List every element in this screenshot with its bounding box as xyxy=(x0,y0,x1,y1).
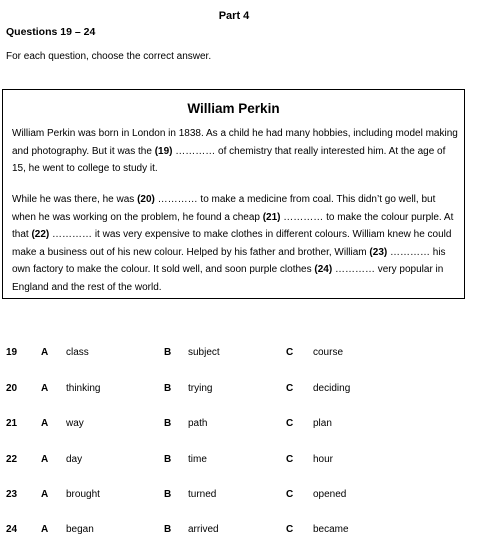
question-number: 20 xyxy=(6,383,18,394)
option-a[interactable]: class xyxy=(66,347,89,358)
option-letter-a[interactable]: A xyxy=(41,418,49,429)
option-b[interactable]: time xyxy=(188,454,207,465)
passage-text: ………… to make a medicine from coal. This didn’t go well, but when he was working on the problem, he found a cheap xyxy=(12,194,436,223)
option-b[interactable]: trying xyxy=(188,383,213,394)
passage-text: William Perkin was born in London in 1838. As a child he had many hobbies, including model making and photography. But it was the xyxy=(12,128,458,157)
option-letter-c[interactable]: C xyxy=(286,454,294,465)
option-letter-b[interactable]: B xyxy=(164,383,172,394)
option-a[interactable]: began xyxy=(66,524,94,535)
option-c[interactable]: plan xyxy=(313,418,332,429)
option-letter-a[interactable]: A xyxy=(41,524,49,535)
option-letter-b[interactable]: B xyxy=(164,524,172,535)
option-a[interactable]: brought xyxy=(66,489,100,500)
option-letter-a[interactable]: A xyxy=(41,347,49,358)
option-a[interactable]: day xyxy=(66,454,83,465)
option-c[interactable]: course xyxy=(313,347,344,358)
question-row-20 xyxy=(0,383,495,403)
question-row-19 xyxy=(0,347,495,367)
gap-number-23: (23) xyxy=(369,246,388,258)
option-letter-a[interactable]: A xyxy=(41,489,49,500)
option-c[interactable]: deciding xyxy=(313,383,351,394)
option-letter-b[interactable]: B xyxy=(164,489,172,500)
option-letter-c[interactable]: C xyxy=(286,418,294,429)
passage-text: While he was there, he was xyxy=(12,194,138,205)
passage-title: William Perkin xyxy=(187,101,280,116)
passage-text: ………… it was very expensive to make clothes in different colours. William knew he could make a business out of his new colour. Helped by his father and brother, William xyxy=(12,229,452,258)
question-row-22 xyxy=(0,454,495,474)
option-c[interactable]: became xyxy=(313,524,349,535)
option-letter-c[interactable]: C xyxy=(286,524,294,535)
option-c[interactable]: opened xyxy=(313,489,347,500)
option-b[interactable]: arrived xyxy=(188,524,219,535)
option-letter-c[interactable]: C xyxy=(286,383,294,394)
question-number: 22 xyxy=(6,454,18,465)
gap-number-19: (19) xyxy=(154,145,173,157)
option-a[interactable]: way xyxy=(66,418,84,429)
option-b[interactable]: path xyxy=(188,418,208,429)
question-number: 24 xyxy=(6,524,18,535)
passage-text: ………… of chemistry that really interested him. At the age of 15, he went to college to study it. xyxy=(12,145,446,175)
option-letter-a[interactable]: A xyxy=(41,454,49,465)
question-number: 21 xyxy=(6,418,18,429)
question-row-24 xyxy=(0,524,495,544)
option-letter-c[interactable]: C xyxy=(286,489,294,500)
gap-number-24: (24) xyxy=(314,264,333,276)
question-number: 23 xyxy=(6,489,18,500)
gap-number-21: (21) xyxy=(262,211,281,223)
part-title: Part 4 xyxy=(218,10,250,22)
passage-text: ………… his own factory to make the colour. It sold well, and soon purple clothes xyxy=(12,246,446,276)
option-letter-b[interactable]: B xyxy=(164,454,172,465)
passage-text: ………… to make the colour purple. At that xyxy=(12,211,454,241)
question-row-21 xyxy=(0,418,495,438)
option-letter-b[interactable]: B xyxy=(164,347,172,358)
option-letter-b[interactable]: B xyxy=(164,418,172,429)
passage-text: ………… very popular in England and the rest of the world. xyxy=(12,264,444,293)
option-letter-a[interactable]: A xyxy=(41,383,49,394)
gap-number-20: (20) xyxy=(137,194,155,205)
option-c[interactable]: hour xyxy=(313,454,334,465)
option-b[interactable]: turned xyxy=(188,489,217,500)
option-letter-c[interactable]: C xyxy=(286,347,294,358)
questions-range-heading: Questions 19 – 24 xyxy=(6,26,96,38)
question-number: 19 xyxy=(6,347,18,358)
question-row-23 xyxy=(0,489,495,509)
option-b[interactable]: subject xyxy=(188,347,220,358)
gap-number-22: (22) xyxy=(31,229,50,241)
instruction-text: For each question, choose the correct answer. xyxy=(6,51,212,62)
option-a[interactable]: thinking xyxy=(66,383,101,394)
